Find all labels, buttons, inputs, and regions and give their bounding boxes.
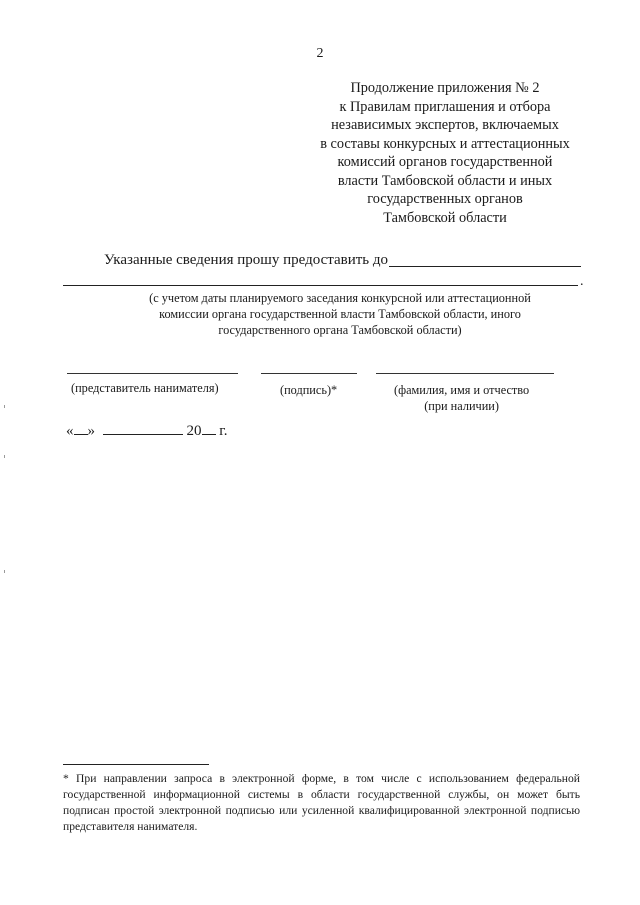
year-field[interactable] (202, 422, 216, 435)
day-field[interactable] (74, 422, 88, 435)
scan-mark (4, 455, 5, 458)
scan-mark (4, 570, 5, 573)
appendix-header-line: Продолжение приложения № 2 (350, 80, 540, 96)
appendix-header-line: к Правилам приглашения и отбора (339, 98, 551, 115)
footnote-separator (63, 764, 209, 765)
request-note (120, 290, 560, 338)
representative-field[interactable] (67, 373, 238, 374)
appendix-header-line: комиссий органов государственной (337, 154, 553, 170)
date-close-quote: » (87, 423, 95, 439)
footnote: * При направлении запроса в электронной форме, в том числе с использованием федеральной государственной информационной системы в области государственной службы, он может быть подписан простой электронной подписью или усиленной квалифицированной электронной подписью представителя нанимателя. (63, 772, 580, 833)
page-number: 2 (316, 46, 324, 61)
full-name-caption-line: (фамилия, имя и отчество (394, 383, 530, 397)
date-open-quote: « (66, 423, 74, 439)
appendix-header-line: государственных органов (367, 191, 523, 207)
appendix-header-line: в составы конкурсных и аттестационных (320, 135, 570, 152)
request-note-line: (с учетом даты планируемого заседания конкурсной или аттестационной (149, 291, 531, 305)
request-note-line: комиссии органа государственной власти Тамбовской области, иного (159, 307, 521, 321)
deadline-date-field[interactable] (389, 266, 581, 267)
year-prefix: 20 (186, 423, 202, 439)
month-field[interactable] (103, 422, 183, 435)
year-suffix: г. (219, 423, 228, 439)
appendix-header-line: власти Тамбовской области и иных (337, 172, 553, 189)
full-name-caption (394, 382, 529, 414)
signature-field[interactable] (261, 373, 357, 374)
date-line (66, 422, 227, 440)
request-deadline-text: Указанные сведения прошу предоставить до (104, 252, 389, 268)
signature-caption: (подпись)* (280, 383, 338, 397)
representative-caption: (представитель нанимателя) (71, 381, 219, 395)
full-name-field[interactable] (376, 373, 554, 374)
scan-mark (4, 405, 5, 408)
request-note-line: государственного органа Тамбовской области) (218, 323, 462, 337)
full-name-caption-line: (при наличии) (424, 399, 499, 413)
line-end-dot: . (580, 274, 584, 289)
deadline-continuation-field[interactable] (63, 285, 578, 286)
appendix-header (300, 79, 590, 227)
appendix-header-line: Тамбовской области (383, 209, 507, 226)
appendix-header-line: независимых экспертов, включаемых (331, 117, 559, 133)
